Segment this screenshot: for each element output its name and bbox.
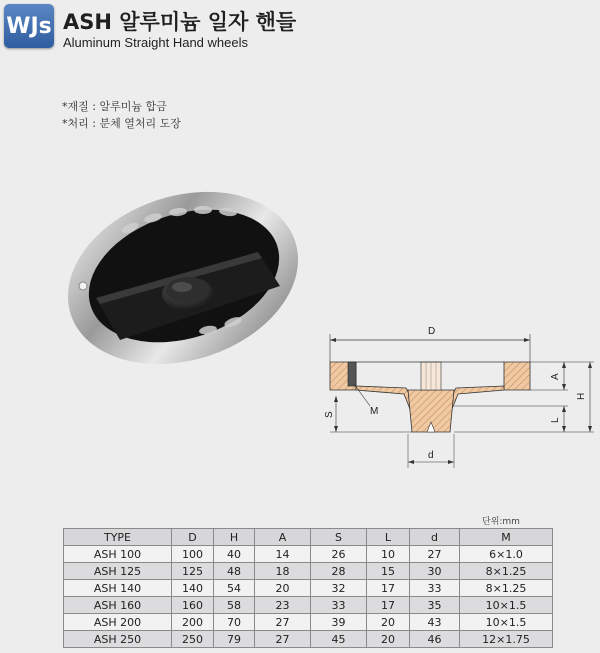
table-cell: 54	[214, 580, 255, 597]
table-cell: 20	[367, 614, 410, 631]
table-cell: 33	[410, 580, 460, 597]
table-cell: 12×1.75	[460, 631, 553, 648]
dimension-a-label: A	[550, 373, 561, 380]
table-cell: 28	[311, 563, 367, 580]
material-note: *재질 : 알루미늄 합금	[62, 100, 167, 113]
table-cell: 20	[367, 631, 410, 648]
header-a: A	[255, 529, 311, 546]
table-cell: 15	[367, 563, 410, 580]
table-cell: 27	[410, 546, 460, 563]
table-cell: 20	[255, 580, 311, 597]
header-h: H	[214, 529, 255, 546]
table-cell: 6×1.0	[460, 546, 553, 563]
table-cell: ASH 140	[64, 580, 172, 597]
table-row	[64, 631, 553, 648]
table-cell: 10	[367, 546, 410, 563]
series-badge: WJs	[4, 4, 54, 48]
table-row	[64, 614, 553, 631]
header-m: M	[460, 529, 553, 546]
table-cell: 100	[172, 546, 214, 563]
finish-note: *처리 : 분체 열처리 도장	[62, 117, 181, 130]
header-s: S	[311, 529, 367, 546]
table-cell: 160	[172, 597, 214, 614]
table-cell: 250	[172, 631, 214, 648]
table-cell: 27	[255, 614, 311, 631]
header-d: D	[172, 529, 214, 546]
table-cell: 18	[255, 563, 311, 580]
table-row	[64, 580, 553, 597]
table-cell: ASH 100	[64, 546, 172, 563]
handwheel-photo	[58, 190, 318, 375]
page-subtitle: Aluminum Straight Hand wheels	[63, 35, 248, 50]
table-cell: 8×1.25	[460, 563, 553, 580]
table-row	[64, 563, 553, 580]
table-cell: 26	[311, 546, 367, 563]
table-cell: 70	[214, 614, 255, 631]
table-cell: 23	[255, 597, 311, 614]
table-cell: 46	[410, 631, 460, 648]
dimension-dd-label: d	[428, 450, 434, 461]
header-l: L	[367, 529, 410, 546]
page-title: ASH 알루미늄 일자 핸들	[63, 10, 297, 34]
table-cell: 33	[311, 597, 367, 614]
dimension-d-label: D	[428, 326, 436, 337]
table-cell: 10×1.5	[460, 614, 553, 631]
table-header-row	[64, 529, 553, 546]
section-drawing	[318, 310, 600, 475]
table-cell: 17	[367, 597, 410, 614]
table-row	[64, 597, 553, 614]
table-cell: 48	[214, 563, 255, 580]
table-cell: 43	[410, 614, 460, 631]
header-dd: d	[410, 529, 460, 546]
table-cell: 8×1.25	[460, 580, 553, 597]
table-cell: 140	[172, 580, 214, 597]
header-type: TYPE	[64, 529, 172, 546]
table-cell: ASH 160	[64, 597, 172, 614]
table-cell: 35	[410, 597, 460, 614]
table-cell: ASH 125	[64, 563, 172, 580]
unit-label: 단위:mm	[482, 517, 520, 527]
table-cell: 125	[172, 563, 214, 580]
table-cell: 79	[214, 631, 255, 648]
spec-notes	[62, 98, 181, 132]
table-cell: 27	[255, 631, 311, 648]
dimension-h-label: H	[576, 392, 587, 400]
dimension-l-label: L	[550, 417, 561, 423]
table-cell: 39	[311, 614, 367, 631]
dimension-m-label: M	[370, 406, 379, 417]
table-cell: 45	[311, 631, 367, 648]
table-row	[64, 546, 553, 563]
table-cell: 58	[214, 597, 255, 614]
table-cell: 40	[214, 546, 255, 563]
table-cell: ASH 250	[64, 631, 172, 648]
spec-table	[63, 528, 553, 648]
table-cell: 14	[255, 546, 311, 563]
table-cell: 32	[311, 580, 367, 597]
table-cell: ASH 200	[64, 614, 172, 631]
table-cell: 200	[172, 614, 214, 631]
dimension-s-label: S	[324, 411, 335, 418]
table-cell: 17	[367, 580, 410, 597]
table-cell: 10×1.5	[460, 597, 553, 614]
table-cell: 30	[410, 563, 460, 580]
